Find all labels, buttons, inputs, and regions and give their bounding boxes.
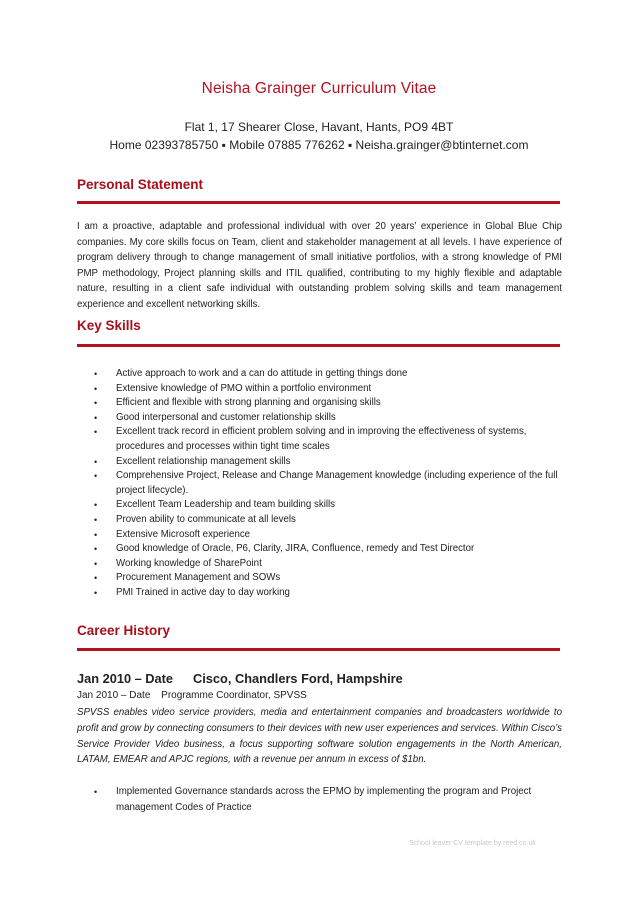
- list-item-text: Procurement Management and SOWs: [116, 572, 281, 584]
- section-divider: [77, 201, 560, 204]
- list-item-text: Implemented Governance standards across the EPMO by implementing the program and Project management Codes of Practice: [116, 786, 532, 813]
- footer-note: School leaver CV template by reed.co.uk: [409, 840, 536, 847]
- list-item: [92, 367, 562, 382]
- list-item: [92, 571, 562, 586]
- list-item: [92, 396, 562, 411]
- bullet-icon: •: [94, 500, 98, 511]
- bullet-icon: •: [94, 787, 98, 797]
- bullet-icon: •: [94, 558, 98, 569]
- bullet-icon: •: [94, 427, 98, 438]
- list-item-text: Extensive Microsoft experience: [116, 528, 251, 540]
- list-item-text: Active approach to work and a can do attitude in getting things done: [116, 368, 408, 379]
- job-description: SPVSS enables video service providers, media and entertainment companies and broadcasters worldwide to profit and grow by connecting consumers to their devices with new user experiences and services. Within Cisco’s Service Provider Video business, a focus supporting software solution engagements in the North American, LATAM, EMEAR and APJC regions, with a revenue per annum in excess of $1bn.: [77, 707, 562, 766]
- personal-statement-heading: Personal Statement: [77, 177, 204, 192]
- bullet-icon: •: [94, 514, 98, 525]
- list-item-text: Good interpersonal and customer relationship skills: [116, 411, 336, 423]
- role-period: Jan 2010 – Date: [77, 690, 151, 701]
- list-item: [92, 469, 562, 498]
- bullet-icon: •: [94, 573, 98, 584]
- section-divider: [77, 344, 560, 347]
- role-title: Programme Coordinator, SPVSS: [161, 690, 307, 701]
- list-item: [92, 455, 562, 470]
- bullet-icon: •: [94, 587, 98, 598]
- list-item-text: Extensive knowledge of PMO within a portfolio environment: [116, 382, 372, 394]
- job-duties-list: [92, 784, 562, 816]
- personal-statement-text: I am a proactive, adaptable and professional individual with over 20 years’ experience in Global Blue Chip companies. My core skills focus on Team, client and stakeholder management at all levels. I have experience of program delivery through to change management of small initiative portfolios, with a strong knowledge of PMI PMP methodology, Project planning skills and ITIL qualified, contributing to my highly flexible and adaptable nature, resulting in a client safe individual with outstanding problem solving skills and team management experience and excellent networking skills.: [77, 221, 562, 310]
- key-skills-heading: Key Skills: [77, 318, 141, 333]
- list-item: [92, 784, 562, 816]
- list-item-text: Efficient and flexible with strong planning and organising skills: [116, 397, 381, 409]
- list-item: [92, 498, 562, 513]
- contact-line: Home 02393785750 ▪ Mobile 07885 776262 ▪ Neisha.grainger@btinternet.com: [109, 138, 529, 152]
- list-item: [92, 586, 562, 601]
- list-item-text: Proven ability to communicate at all levels: [116, 513, 296, 525]
- career-history-heading: Career History: [77, 623, 171, 638]
- job-header: [77, 671, 403, 686]
- bullet-icon: •: [94, 529, 98, 540]
- list-item-text: Good knowledge of Oracle, P6, Clarity, JIRA, Confluence, remedy and Test Director: [116, 543, 475, 555]
- bullet-icon: •: [94, 383, 98, 394]
- list-item-text: Comprehensive Project, Release and Change Management knowledge (including experience of the full project lifecycle).: [116, 470, 558, 496]
- bullet-icon: •: [94, 398, 98, 409]
- key-skills-list: [92, 367, 562, 601]
- list-item-text: PMI Trained in active day to day working: [116, 586, 290, 598]
- bullet-icon: •: [94, 456, 98, 467]
- section-divider: [77, 648, 560, 651]
- list-item-text: Excellent relationship management skills: [116, 455, 291, 467]
- list-item: [92, 425, 562, 454]
- job-period: Jan 2010 – Date: [77, 671, 174, 686]
- bullet-icon: •: [94, 369, 98, 379]
- bullet-icon: •: [94, 471, 98, 482]
- job-role: [77, 690, 307, 701]
- list-item-text: Excellent Team Leadership and team building skills: [116, 499, 335, 511]
- list-item: [92, 557, 562, 572]
- bullet-icon: •: [94, 412, 98, 423]
- list-item: [92, 411, 562, 426]
- page-title: Neisha Grainger Curriculum Vitae: [201, 80, 437, 97]
- job-company: Cisco, Chandlers Ford, Hampshire: [193, 671, 403, 686]
- list-item-text: Excellent track record in efficient problem solving and in improving the effectiveness of systems, procedures and processes within tight time scales: [116, 426, 527, 452]
- list-item: [92, 528, 562, 543]
- list-item: [92, 542, 562, 557]
- list-item: [92, 513, 562, 528]
- bullet-icon: •: [94, 544, 98, 555]
- list-item: [92, 382, 562, 397]
- address-line: Flat 1, 17 Shearer Close, Havant, Hants, PO9 4BT: [184, 120, 454, 134]
- list-item-text: Working knowledge of SharePoint: [116, 557, 262, 569]
